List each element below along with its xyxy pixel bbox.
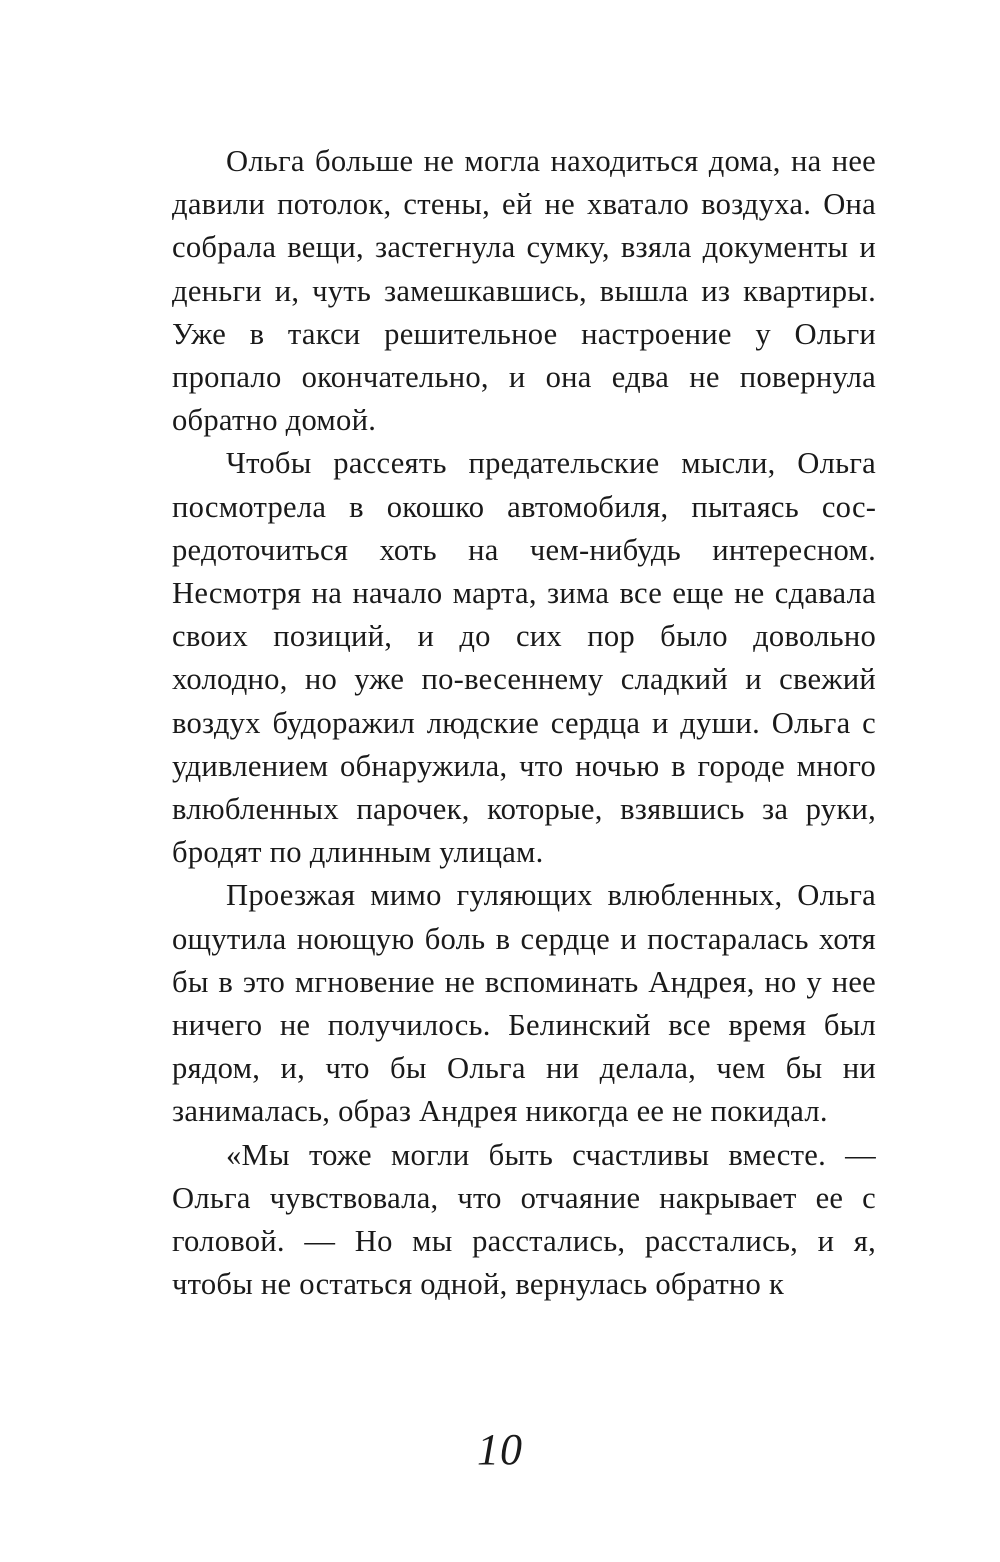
paragraph: Проезжая мимо гуляющих влюбленных, Ольга ощутила ноющую боль в сердце и постаралась хотя бы в это мгновение не вспоминать Андрея, но у нее ничего не получилось. Белинский все время был рядом, и, что бы Ольга ни делала, чем бы ни занималась, образ Андрея никогда ее не покидал. xyxy=(172,878,876,1129)
paragraph: Ольга больше не могла находиться дома, на нее давили потолок, стены, ей не хватало воздуха. Она собрала вещи, застегнула сумку, взяла документы и деньги и, чуть замешкавшись, вышла из квартиры. Уже в такси решительное настроение у Ольги пропало окончательно, и она едва не повернула обратно домой. xyxy=(172,144,876,438)
page-number: 10 xyxy=(477,1425,523,1474)
body-text xyxy=(172,140,876,1306)
paragraph: Чтобы рассеять предательские мысли, Ольга посмотрела в окошко автомобиля, пытаясь сосредоточиться хоть на чем-нибудь интересном. Несмотря на начало марта, зима все еще не сдавала своих позиций, и до сих пор было довольно холодно, но уже по-весеннему сладкий и свежий воздух будоражил людские сердца и души. Ольга с удивлением обнаружила, что ночью в городе много влюбленных парочек, которые, взявшись за руки, бродят по длинным улицам. xyxy=(172,446,876,870)
paragraph: «Мы тоже могли быть счастливы вместе. — Ольга чувствовала, что отчаяние накрывает ее с головой. — Но мы расстались, расстались, и я, чтобы не остаться одной, вернулась обратно к xyxy=(172,1137,876,1302)
